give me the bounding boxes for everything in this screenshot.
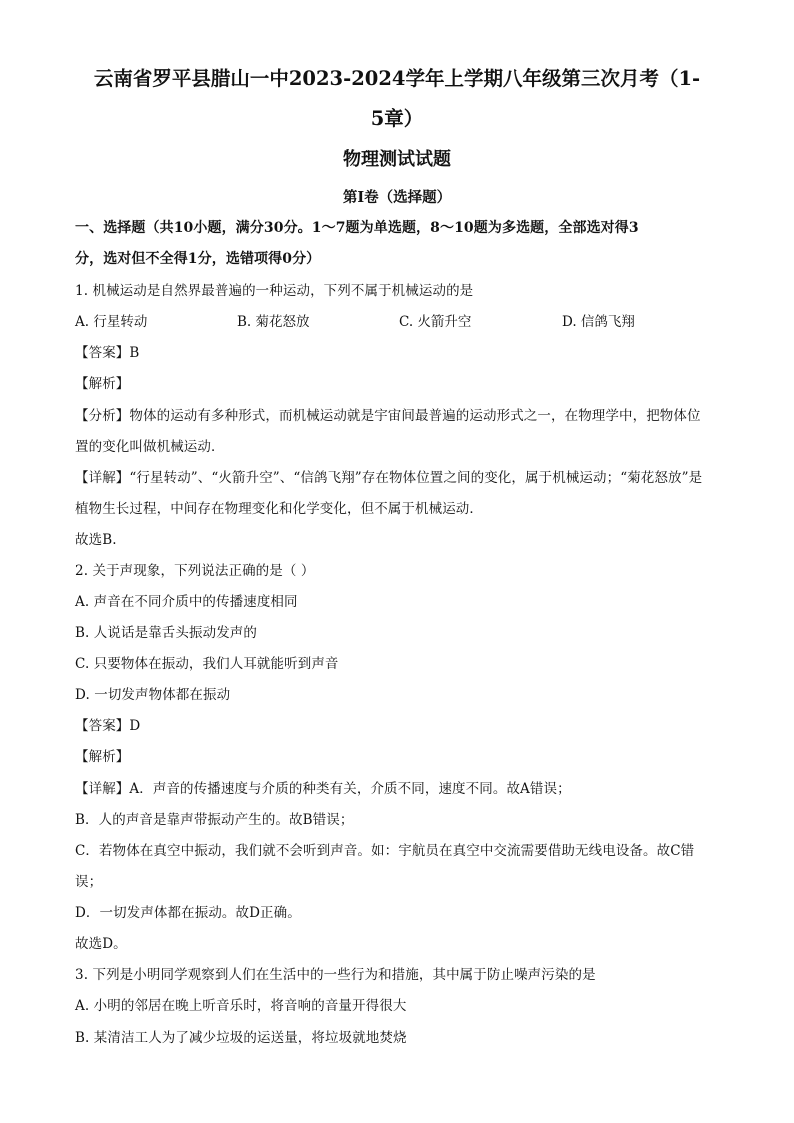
- question-2-detail-line-4: 误；: [75, 874, 103, 890]
- question-2-detail-line-1: 【详解】A．声音的传播速度与介质的种类有关，介质不同，速度不同。故A错误；: [75, 781, 571, 797]
- question-2-detail-line-2: B．人的声音是靠声带振动产生的。故B错误；: [75, 812, 354, 828]
- question-2-detail-line-3: C．若物体在真空中振动，我们就不会听到声音。如：宇航员在真空中交流需要借助无线电设备。故C错: [75, 843, 695, 859]
- question-2-analysis-label: 【解析】: [75, 749, 130, 765]
- question-1-option-b: B. 菊花怒放: [237, 314, 310, 330]
- question-1-fenxi-line-2: 置的变化叫做机械运动．: [75, 439, 225, 455]
- question-2-option-d: D. 一切发声物体都在振动: [75, 687, 231, 703]
- question-1-option-d: D. 信鸽飞翔: [562, 314, 635, 330]
- question-3-option-b: B. 某清洁工人为了减少垃圾的运送量，将垃圾就地焚烧: [75, 1030, 407, 1046]
- section-instructions-line-2: 分，选对但不全得1分，选错项得0分）: [75, 251, 321, 267]
- question-2-option-b: B. 人说话是靠舌头振动发声的: [75, 625, 258, 641]
- question-1-conclusion: 故选B.: [75, 532, 117, 548]
- question-3-option-a: A. 小明的邻居在晚上听音乐时，将音响的音量开得很大: [75, 998, 407, 1014]
- question-2-option-a: A. 声音在不同介质中的传播速度相同: [75, 594, 298, 610]
- question-1-analysis-label: 【解析】: [75, 376, 130, 392]
- question-1-stem: 1. 机械运动是自然界最普遍的一种运动，下列不属于机械运动的是: [75, 283, 474, 299]
- exam-title-line-1: 云南省罗平县腊山一中2023-2024学年上学期八年级第三次月考（1-: [93, 67, 701, 90]
- question-1-option-c: C. 火箭升空: [399, 314, 472, 330]
- question-2-conclusion: 故选D。: [75, 936, 127, 952]
- question-1-answer: 【答案】B: [75, 345, 140, 361]
- question-1-fenxi-line-1: 【分析】物体的运动有多种形式，而机械运动就是宇宙间最普遍的运动形式之一，在物理学中，把物体位: [75, 408, 701, 424]
- question-2-stem: 2. 关于声现象，下列说法正确的是（ ）: [75, 563, 315, 579]
- volume-heading: 第I卷（选择题）: [342, 189, 452, 206]
- exam-subtitle: 物理测试试题: [343, 149, 451, 170]
- question-1-detail-line-1: 【详解】“行星转动”、“火箭升空”、“信鸽飞翔”存在物体位置之间的变化，属于机械运动；“菊花怒放”是: [75, 470, 703, 486]
- exam-title-line-2: 5章）: [370, 107, 424, 130]
- section-instructions-line-1: 一、选择题（共10小题，满分30分。1～7题为单选题，8～10题为多选题，全部选对得3: [75, 220, 639, 236]
- question-2-answer: 【答案】D: [75, 718, 141, 734]
- question-3-stem: 3. 下列是小明同学观察到人们在生活中的一些行为和措施，其中属于防止噪声污染的是: [75, 967, 596, 983]
- question-2-detail-line-5: D．一切发声体都在振动。故D正确。: [75, 905, 301, 921]
- question-1-option-a: A. 行星转动: [75, 314, 148, 330]
- question-2-option-c: C. 只要物体在振动，我们人耳就能听到声音: [75, 656, 339, 672]
- question-1-detail-line-2: 植物生长过程，中间存在物理变化和化学变化，但不属于机械运动．: [75, 501, 483, 517]
